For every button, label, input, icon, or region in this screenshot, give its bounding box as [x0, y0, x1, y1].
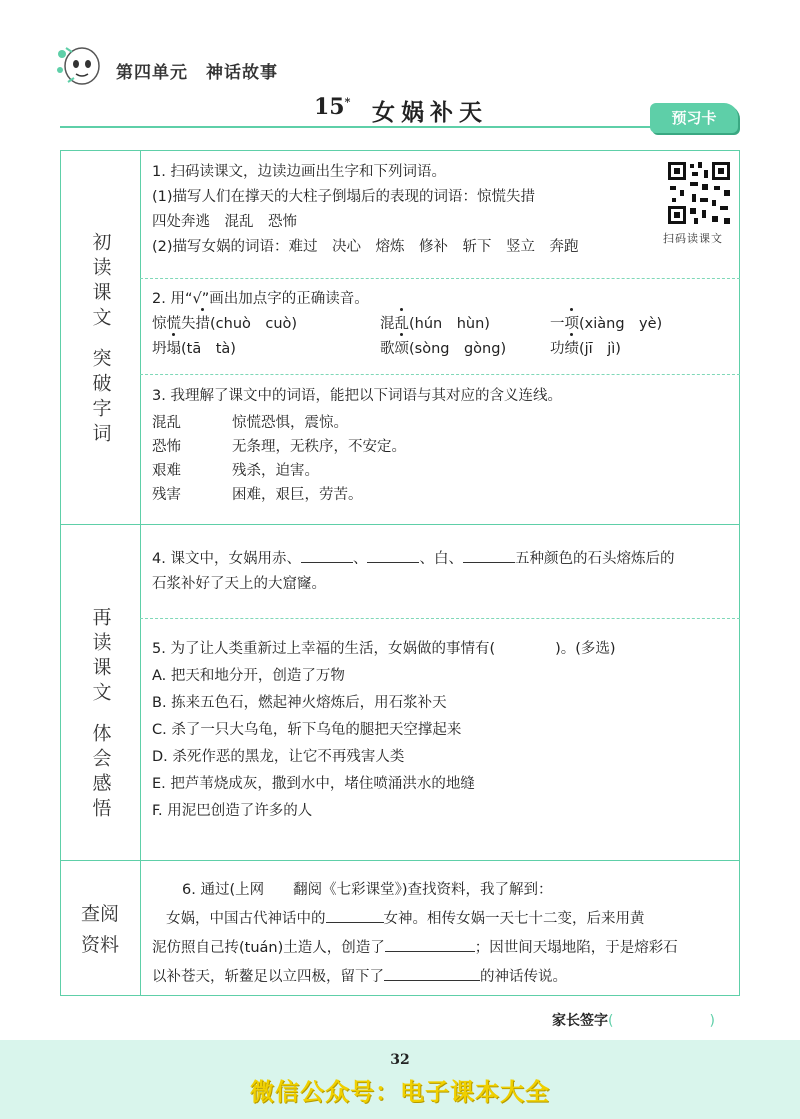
question-3 — [152, 384, 732, 507]
section-divider — [60, 860, 740, 861]
q3-word: 恐怖 — [152, 439, 181, 455]
answer-blank[interactable] — [301, 546, 353, 563]
section-label-2: 再读课文 体会感悟 — [89, 607, 112, 823]
section-label-1: 初读课文 突破字词 — [89, 232, 112, 448]
q2-item: 坍塌(tā tà) — [152, 337, 236, 362]
question-4: 4. 课文中，女娲用赤、 、 、白、 五种颜色的石头熔炼后的 石浆补好了天上的大窟窿。 — [152, 546, 732, 597]
question-divider — [140, 618, 740, 619]
column-divider — [140, 150, 141, 996]
q3-meaning: 困难，艰巨，劳苦。 — [232, 487, 363, 503]
q2-item: 歌颂(sòng gòng) — [380, 337, 506, 362]
qr-code[interactable] — [666, 160, 732, 226]
page-number: 32 — [390, 1052, 410, 1068]
q6-line: 6. 通过(上网 翻阅《七彩课堂》)查找资料，我了解到： — [182, 882, 553, 898]
unit-heading — [116, 58, 296, 83]
q5-option-d: D. 杀死作恶的黑龙，让它不再残害人类 — [152, 749, 405, 765]
q5-option-c: C. 杀了一只大乌龟，斩下乌龟的腿把天空撑起来 — [152, 722, 462, 738]
question-6: 6. 通过(上网 翻阅《七彩课堂》)查找资料，我了解到： 女娲，中国古代神话中的 女神。相传女娲一天七十二变，后来用黄 泥仿照自己抟(tuán)土造人，创造了 ；因世间天塌地陷，于是熔彩石 以补苍天，斩鳌足以立四极，留下了 的神话传说。 — [152, 876, 732, 992]
q2-item: 一项(xiàng yè) — [550, 312, 662, 337]
unit-theme: 神话故事 — [206, 63, 278, 83]
q5-option-f: F. 用泥巴创造了许多的人 — [152, 803, 313, 819]
q2-stem: 2. 用“√”画出加点字的正确读音。 — [152, 291, 369, 307]
question-divider — [140, 278, 740, 279]
answer-blank[interactable] — [463, 546, 515, 563]
question-divider — [140, 374, 740, 375]
question-5: 5. 为了让人类重新过上幸福的生活，女娲做的事情有( )。(多选) A. 把天和地分开，创造了万物 B. 拣来五色石，燃起神火熔炼后，用石浆补天 C. 杀了一只大乌龟，斩下乌龟的腿把天空撑起来 D. 杀死作恶的黑龙，让它不再残害人类 E. 把芦苇烧成灰，撒到水中，堵住喷涌洪水的地缝 F. 用泥巴创造了许多的人 — [152, 636, 732, 825]
q2-item: 混乱(hún hùn) — [380, 312, 490, 337]
section-label-3: 查阅 资料 — [80, 903, 119, 956]
q5-option-b: B. 拣来五色石，燃起神火熔炼后，用石浆补天 — [152, 695, 447, 711]
qr-caption: 扫码读课文 — [663, 232, 723, 245]
watermark: 微信公众号：电子课本大全 — [250, 1078, 550, 1106]
q3-meaning: 残杀，迫害。 — [232, 463, 319, 479]
lesson-title: 女娲补天 — [372, 99, 488, 126]
lesson-mark: * — [344, 95, 351, 109]
unit-label: 第四单元 — [116, 63, 188, 83]
answer-blank[interactable] — [385, 935, 475, 952]
q3-meaning: 无条理，无秩序，不安定。 — [232, 439, 406, 455]
q1-stem: 1. 扫码读课文，边读边画出生字和下列词语。 — [152, 164, 446, 180]
answer-blank[interactable] — [384, 964, 480, 981]
q1-line: (2)描写女娲的词语：难过 决心 熔炼 修补 斩下 竖立 奔跑 — [152, 239, 579, 255]
header-divider — [60, 126, 660, 128]
q2-item: 惊慌失措(chuò cuò) — [152, 312, 297, 337]
lesson-number: 15* — [314, 94, 351, 120]
question-2 — [152, 287, 732, 362]
q5-option-e: E. 把芦苇烧成灰，撒到水中，堵住喷涌洪水的地缝 — [152, 776, 475, 792]
q4-line: 石浆补好了天上的大窟窿。 — [152, 576, 326, 592]
answer-blank[interactable] — [367, 546, 419, 563]
preview-card-tag: 预习卡 — [650, 103, 738, 133]
q5-option-a: A. 把天和地分开，创造了万物 — [152, 668, 345, 684]
q1-line: (1)描写人们在撑天的大柱子倒塌后的表现的词语：惊慌失措 — [152, 189, 536, 205]
q2-item: 功绩(jī jì) — [550, 337, 621, 362]
answer-blank[interactable] — [326, 906, 384, 923]
q1-line: 四处奔逃 混乱 恐怖 — [152, 214, 297, 230]
q3-stem: 3. 我理解了课文中的词语，能把以下词语与其对应的含义连线。 — [152, 388, 562, 404]
question-1 — [152, 160, 652, 260]
q3-meaning: 惊慌恐惧，震惊。 — [232, 415, 348, 431]
section-divider — [60, 524, 740, 525]
q3-word: 混乱 — [152, 415, 181, 431]
parent-signature[interactable]: 家长签字( ) — [552, 1013, 715, 1029]
mascot-illustration — [52, 40, 104, 90]
q3-word: 艰难 — [152, 463, 181, 479]
q3-word: 残害 — [152, 487, 181, 503]
